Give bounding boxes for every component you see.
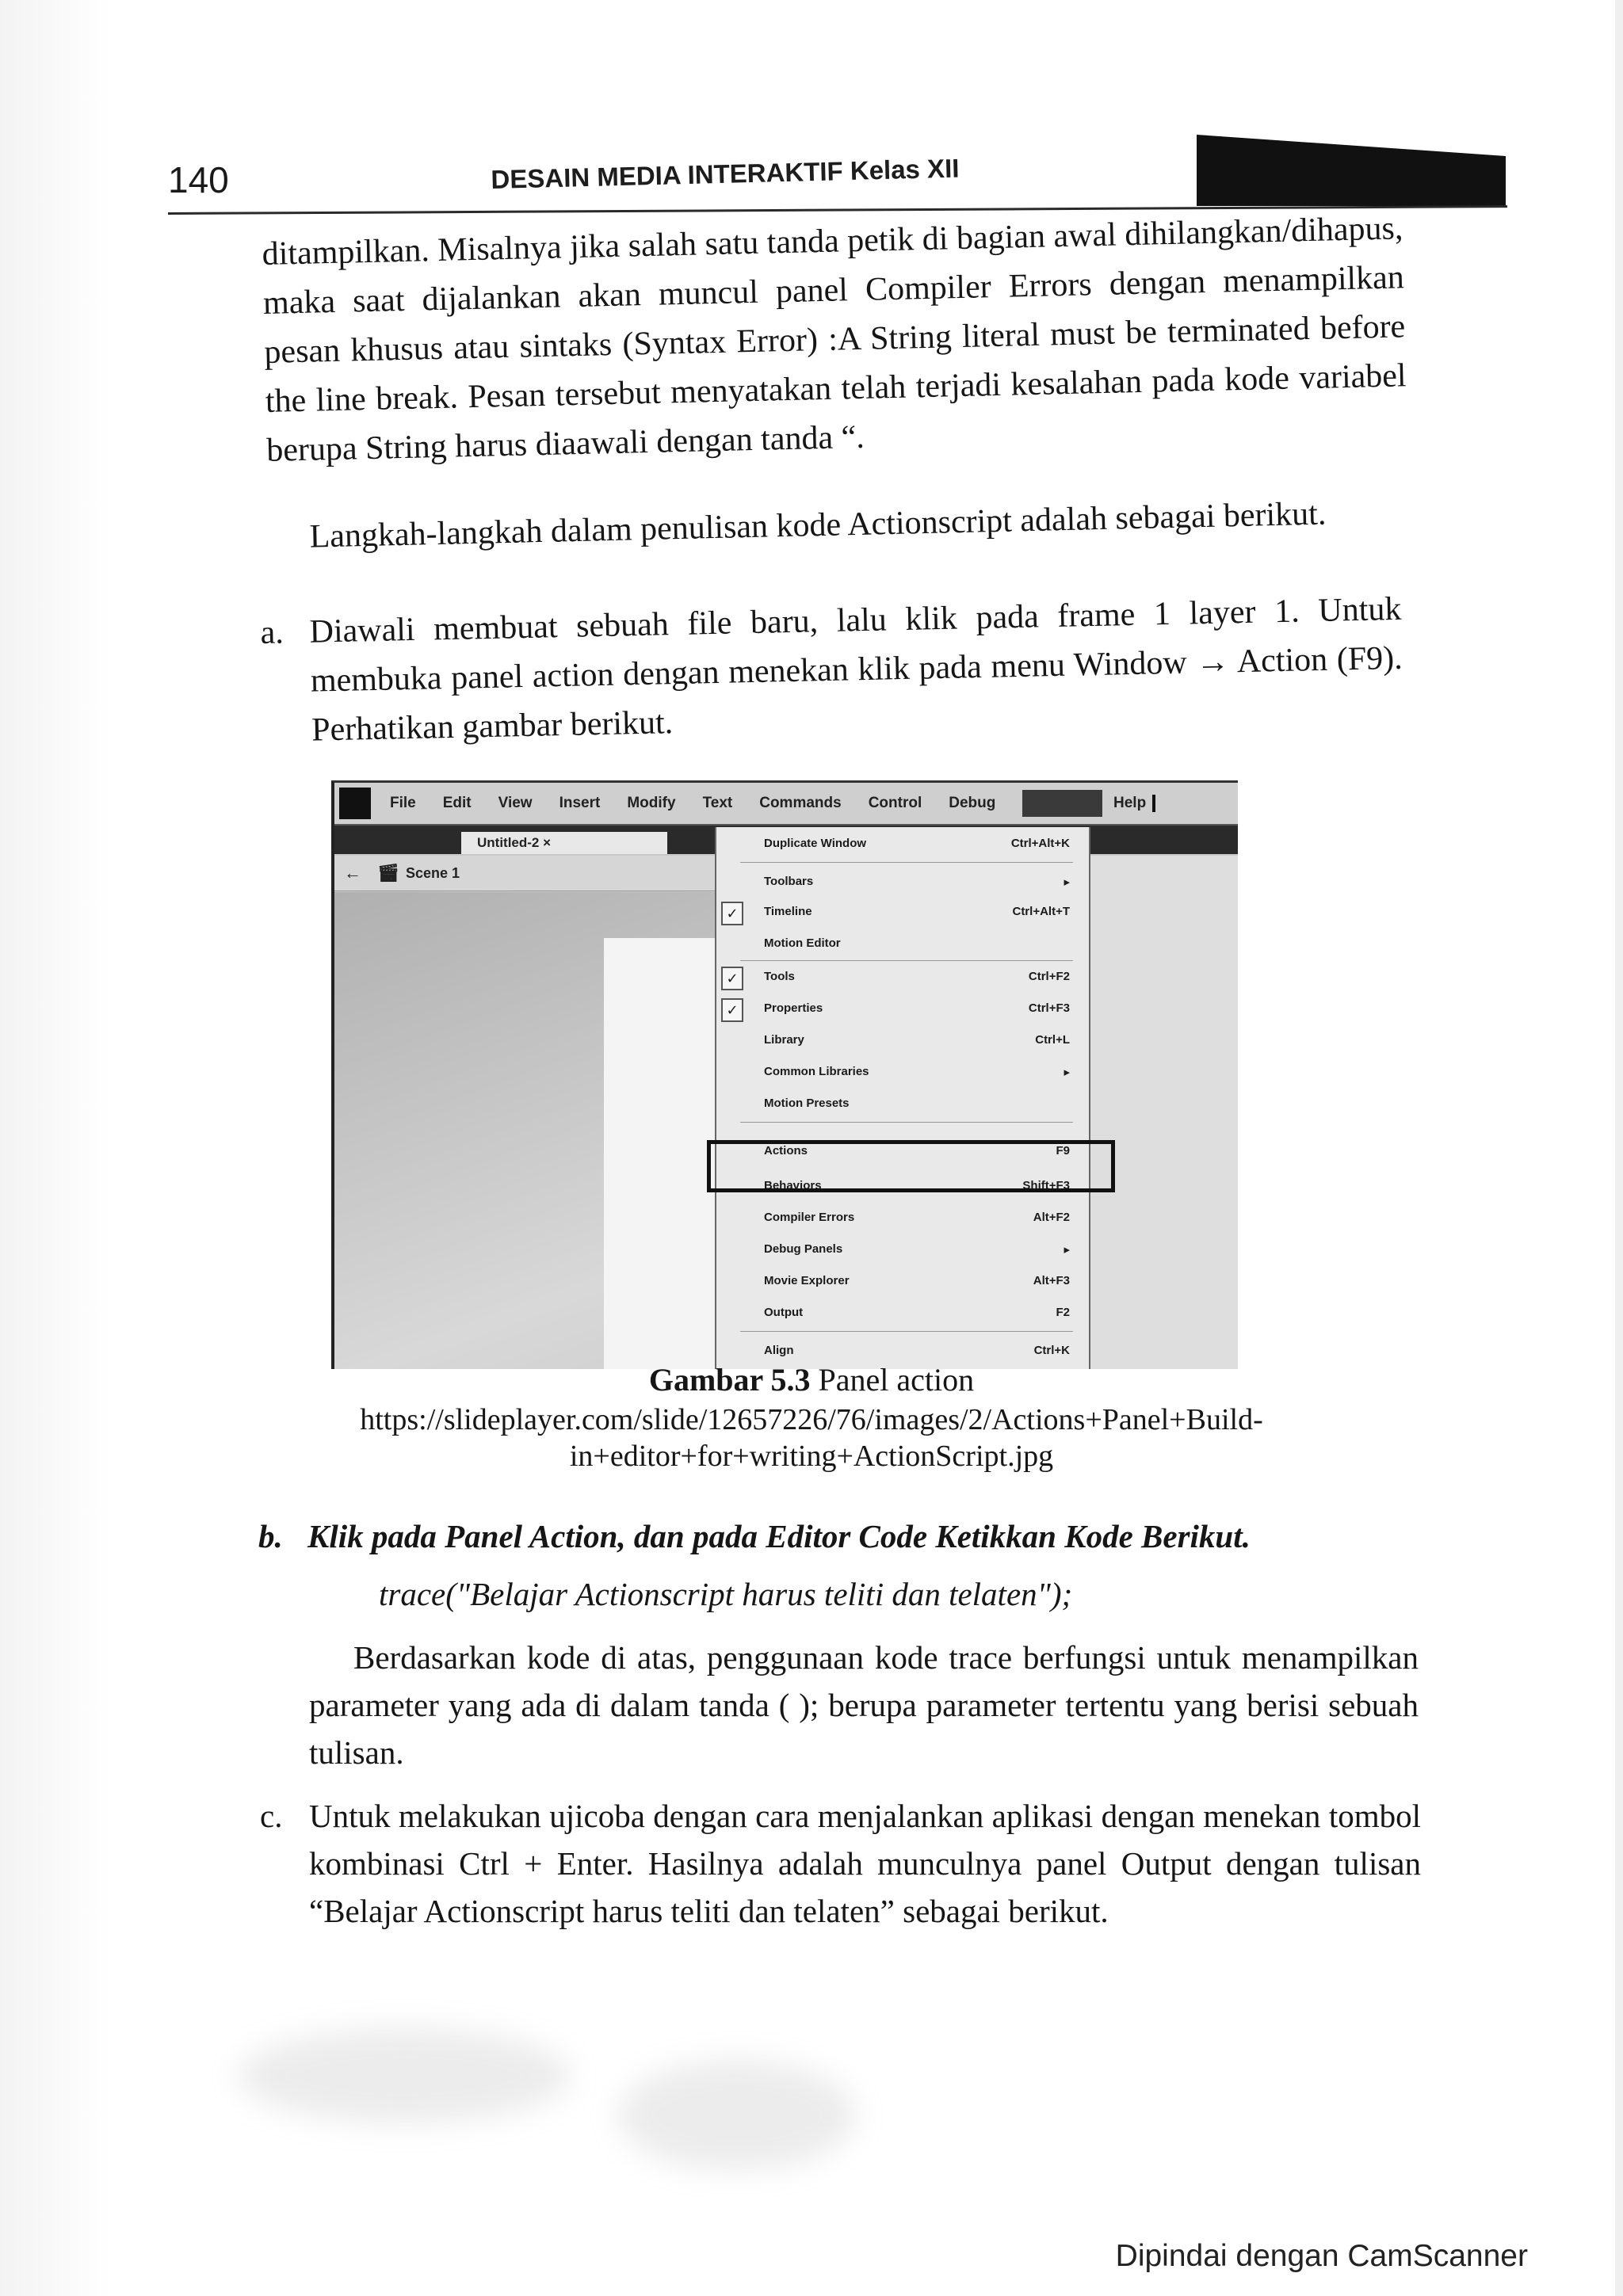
menu-item-tools[interactable]: ✓ Tools Ctrl+F2 xyxy=(716,963,1089,994)
menu-view[interactable]: View xyxy=(498,795,533,811)
menu-commands[interactable]: Commands xyxy=(759,795,842,811)
book-title: DESAIN MEDIA INTERAKTIF Kelas XII xyxy=(491,153,960,195)
code-line: trace("Belajar Actionscript harus teliti dan telaten"); xyxy=(379,1576,1073,1612)
checkmark-icon: ✓ xyxy=(721,967,743,990)
list-item-a xyxy=(260,585,1404,756)
menu-item-common-libraries[interactable]: Common Libraries ▸ xyxy=(764,1065,1070,1079)
scene-icon: 🎬︎ xyxy=(377,863,399,883)
app-logo-icon xyxy=(339,788,371,819)
figure-panel-action xyxy=(331,780,1238,1369)
actions-highlight-box xyxy=(707,1140,1115,1192)
back-arrow-icon[interactable]: ← xyxy=(344,863,361,883)
menu-item-duplicate-window[interactable]: Duplicate Window Ctrl+Alt+K xyxy=(764,837,1070,850)
menu-modify[interactable]: Modify xyxy=(627,795,676,811)
menu-help[interactable]: Help xyxy=(1113,795,1155,812)
menu-edit[interactable]: Edit xyxy=(442,795,472,811)
figure-caption xyxy=(0,1361,1623,1399)
menu-item-properties[interactable]: ✓ Properties Ctrl+F3 xyxy=(716,995,1089,1025)
menu-window[interactable]: Window xyxy=(1022,790,1102,817)
figure-source-url-line-1: https://slideplayer.com/slide/12657226/76/images/2/Actions+Panel+Build- xyxy=(360,1403,1263,1436)
menu-text[interactable]: Text xyxy=(702,795,733,811)
page-number: 140 xyxy=(168,159,229,200)
scan-smudge xyxy=(618,2060,856,2171)
menu-item-align[interactable]: Align Ctrl+K xyxy=(764,1344,1070,1357)
figure-source-url-line-2: in+editor+for+writing+ActionScript.jpg xyxy=(569,1440,1054,1473)
scan-shadow-left xyxy=(0,0,111,2296)
figure-caption-label: Gambar 5.3 xyxy=(648,1362,811,1398)
list-item-text: Diawali membuat sebuah file baru, lalu klik pada frame 1 layer 1. Untuk membuka panel action dengan menekan klik pada menu Window → Action (F9). Perhatikan gambar berikut. xyxy=(309,590,1403,749)
scene-label: Scene 1 xyxy=(405,864,460,881)
menu-item-output[interactable]: Output F2 xyxy=(764,1306,1070,1319)
menu-separator xyxy=(740,1331,1073,1332)
figure-caption-text: Panel action xyxy=(810,1362,975,1398)
menu-item-behaviors[interactable]: Behaviors Shift+F3 xyxy=(764,1179,1070,1192)
menu-separator xyxy=(740,960,1073,961)
list-item-b xyxy=(258,1512,1447,1561)
menu-file[interactable]: File xyxy=(390,795,416,811)
menu-item-timeline[interactable]: ✓ Timeline Ctrl+Alt+T xyxy=(716,898,1089,929)
menu-item-movie-explorer[interactable]: Movie Explorer Alt+F3 xyxy=(764,1274,1070,1287)
paragraph-2: Langkah-langkah dalam penulisan kode Actionscript adalah sebagai berikut. xyxy=(309,495,1327,555)
menu-item-motion-editor[interactable]: Motion Editor xyxy=(764,936,841,950)
document-tab[interactable]: Untitled-2 × xyxy=(461,832,667,854)
scanner-watermark: Dipindai dengan CamScanner xyxy=(1115,2239,1528,2273)
menu-item-actions[interactable]: Actions F9 xyxy=(764,1144,1070,1158)
list-item-c xyxy=(260,1792,1421,1935)
list-letter: a. xyxy=(260,614,285,651)
menu-item-motion-presets[interactable]: Motion Presets xyxy=(764,1097,850,1110)
header-decoration xyxy=(1197,135,1506,206)
menu-insert[interactable]: Insert xyxy=(559,795,601,811)
right-panel xyxy=(1079,856,1238,1369)
list-letter: b. xyxy=(258,1518,283,1554)
checkmark-icon: ✓ xyxy=(721,902,743,925)
menu-item-toolbars[interactable]: Toolbars ▸ xyxy=(764,875,1070,889)
menu-separator xyxy=(740,1122,1073,1123)
menu-control[interactable]: Control xyxy=(868,795,922,811)
window-menu-dropdown xyxy=(715,827,1090,1369)
scan-shadow-right xyxy=(1615,0,1623,2296)
menu-debug[interactable]: Debug xyxy=(949,795,996,811)
menu-separator xyxy=(740,862,1073,863)
scan-smudge xyxy=(238,2028,571,2123)
checkmark-icon: ✓ xyxy=(721,998,743,1022)
list-item-text: Untuk melakukan ujicoba dengan cara menjalankan aplikasi dengan menekan tombol kombinasi Ctrl + Enter. Hasilnya adalah munculnya panel Output dengan tulisan “Belajar Actionscript harus teliti dan telaten” sebagai berikut. xyxy=(309,1798,1421,1929)
menu-bar xyxy=(334,783,1238,826)
menu-item-compiler-errors[interactable]: Compiler Errors Alt+F2 xyxy=(764,1211,1070,1224)
list-letter: c. xyxy=(260,1798,283,1834)
paragraph-1: ditampilkan. Misalnya jika salah satu tanda petik di bagian awal dihilangkan/dihapus, maka saat dijalankan akan muncul panel Compiler Errors dengan menampilkan pesan khusus atau sintaks (Syntax Error) :A String literal must be terminated before the line break. Pesan tersebut menyatakan telah terjadi kesalahan pada kode variabel berupa String harus diaawali dengan tanda “. xyxy=(262,210,1407,469)
menu-item-debug-panels[interactable]: Debug Panels ▸ xyxy=(764,1242,1070,1257)
menu-item-library[interactable]: Library Ctrl+L xyxy=(764,1033,1070,1047)
paragraph-3: Berdasarkan kode di atas, penggunaan kode trace berfungsi untuk menampilkan parameter yang ada di dalam tanda ( ); berupa parameter tertentu yang berisi sebuah tulisan. xyxy=(309,1639,1419,1771)
list-item-text: Klik pada Panel Action, dan pada Editor Code Ketikkan Kode Berikut. xyxy=(307,1518,1251,1554)
